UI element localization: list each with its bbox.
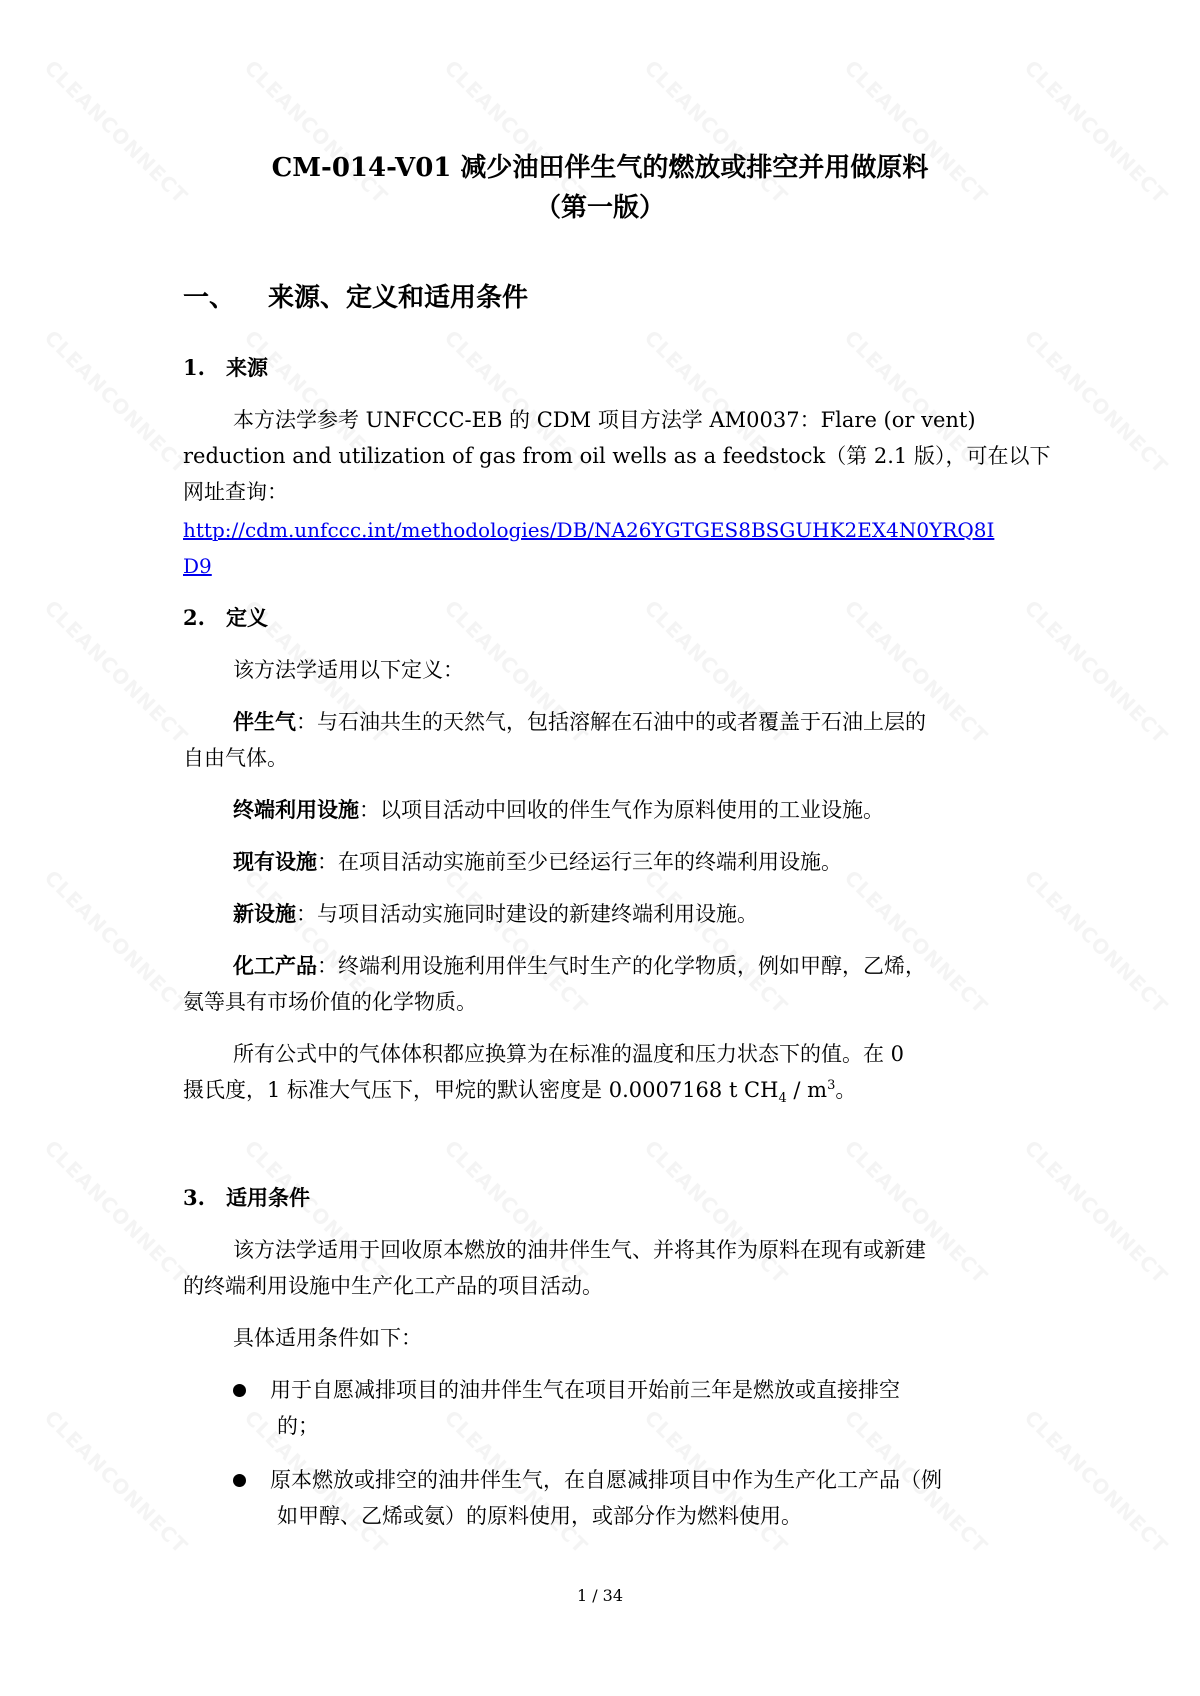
definition-term: 现有设施 xyxy=(233,849,317,874)
list-item-continuation: 的； xyxy=(277,1414,319,1438)
watermark-text xyxy=(40,1405,193,1558)
methodology-link[interactable]: http://cdm.unfccc.int/methodologies/DB/NA26YGTGES8BSGUHK2EX4N0YRQ8I xyxy=(183,518,995,542)
definition-chemical-products xyxy=(233,948,926,984)
note-text: 。 xyxy=(835,1078,857,1102)
paragraph-line: 该方法学适用以下定义： xyxy=(233,658,464,682)
section-number: 一、 xyxy=(183,283,236,313)
superscript: 3 xyxy=(827,1078,836,1093)
paragraph-line: 网址查询： xyxy=(183,480,288,504)
watermark-text xyxy=(1020,1405,1173,1558)
watermark-text xyxy=(1020,865,1173,1018)
subsection-heading-source: 来源 xyxy=(226,355,268,380)
document-title-edition: （第一版） xyxy=(534,193,665,223)
definition-end-use-facility xyxy=(233,792,884,828)
paragraph-line: 该方法学适用于回收原本燃放的油井伴生气、并将其作为原料在现有或新建 xyxy=(233,1238,926,1262)
watermark-text xyxy=(40,595,193,748)
subsection-number: 1. xyxy=(183,355,205,380)
paragraph-line: 本方法学参考 UNFCCC-EB 的 CDM 项目方法学 AM0037：Flare (or vent) xyxy=(233,408,976,432)
watermark-text xyxy=(40,325,193,478)
paragraph-line: 具体适用条件如下： xyxy=(233,1326,422,1350)
definition-text: ：在项目活动实施前至少已经运行三年的终端利用设施。 xyxy=(317,850,842,874)
definition-existing-facility xyxy=(233,844,842,880)
watermark-text xyxy=(640,865,793,1018)
note-text: 摄氏度，1 标准大气压下，甲烷的默认密度是 0.0007168 t CH xyxy=(183,1078,779,1102)
subsection-number: 2. xyxy=(183,605,205,630)
subsection-heading-applicability: 适用条件 xyxy=(226,1185,310,1210)
definition-text: ：终端利用设施利用伴生气时生产的化学物质，例如甲醇，乙烯， xyxy=(317,954,926,978)
methodology-link-continuation[interactable]: D9 xyxy=(183,554,212,578)
subscript: 4 xyxy=(778,1091,787,1107)
page-number: 1 / 34 xyxy=(576,1586,624,1605)
watermark-text xyxy=(40,1135,193,1288)
definition-new-facility xyxy=(233,896,758,932)
definition-term: 化工产品 xyxy=(233,953,317,978)
watermark-text xyxy=(1020,595,1173,748)
watermark-text xyxy=(1020,1135,1173,1288)
document-title: CM-014-V01 减少油田伴生气的燃放或排空并用做原料 xyxy=(271,153,929,183)
subsection-number: 3. xyxy=(183,1185,205,1210)
methane-density-line xyxy=(183,1072,856,1108)
paragraph-line: 的终端利用设施中生产化工产品的项目活动。 xyxy=(183,1274,603,1298)
watermark-text xyxy=(840,865,993,1018)
subsection-heading-definitions: 定义 xyxy=(226,605,268,630)
bullet-dot xyxy=(233,1474,246,1487)
definition-term: 终端利用设施 xyxy=(233,797,359,822)
definition-text: ：以项目活动中回收的伴生气作为原料使用的工业设施。 xyxy=(359,798,884,822)
list-item-continuation: 如甲醇、乙烯或氨）的原料使用，或部分作为燃料使用。 xyxy=(277,1504,802,1528)
definition-associated-gas xyxy=(233,704,926,740)
paragraph-line: 自由气体。 xyxy=(183,746,288,770)
note-text: / m xyxy=(786,1078,828,1102)
section-heading: 来源、定义和适用条件 xyxy=(268,283,529,313)
list-item: 用于自愿减排项目的油井伴生气在项目开始前三年是燃放或直接排空 xyxy=(270,1378,900,1402)
definition-term: 新设施 xyxy=(233,901,296,926)
bullet-dot xyxy=(233,1384,246,1397)
paragraph-line: reduction and utilization of gas from oil wells as a feedstock（第 2.1 版），可在以下 xyxy=(183,444,1051,468)
paragraph-line: 所有公式中的气体体积都应换算为在标准的温度和压力状态下的值。在 0 xyxy=(233,1042,905,1066)
watermark-text xyxy=(40,865,193,1018)
definition-term: 伴生气 xyxy=(233,709,296,734)
paragraph-line: 氨等具有市场价值的化学物质。 xyxy=(183,990,477,1014)
definition-text: ：与石油共生的天然气，包括溶解在石油中的或者覆盖于石油上层的 xyxy=(296,710,926,734)
list-item: 原本燃放或排空的油井伴生气，在自愿减排项目中作为生产化工产品（例 xyxy=(270,1468,942,1492)
definition-text: ：与项目活动实施同时建设的新建终端利用设施。 xyxy=(296,902,758,926)
